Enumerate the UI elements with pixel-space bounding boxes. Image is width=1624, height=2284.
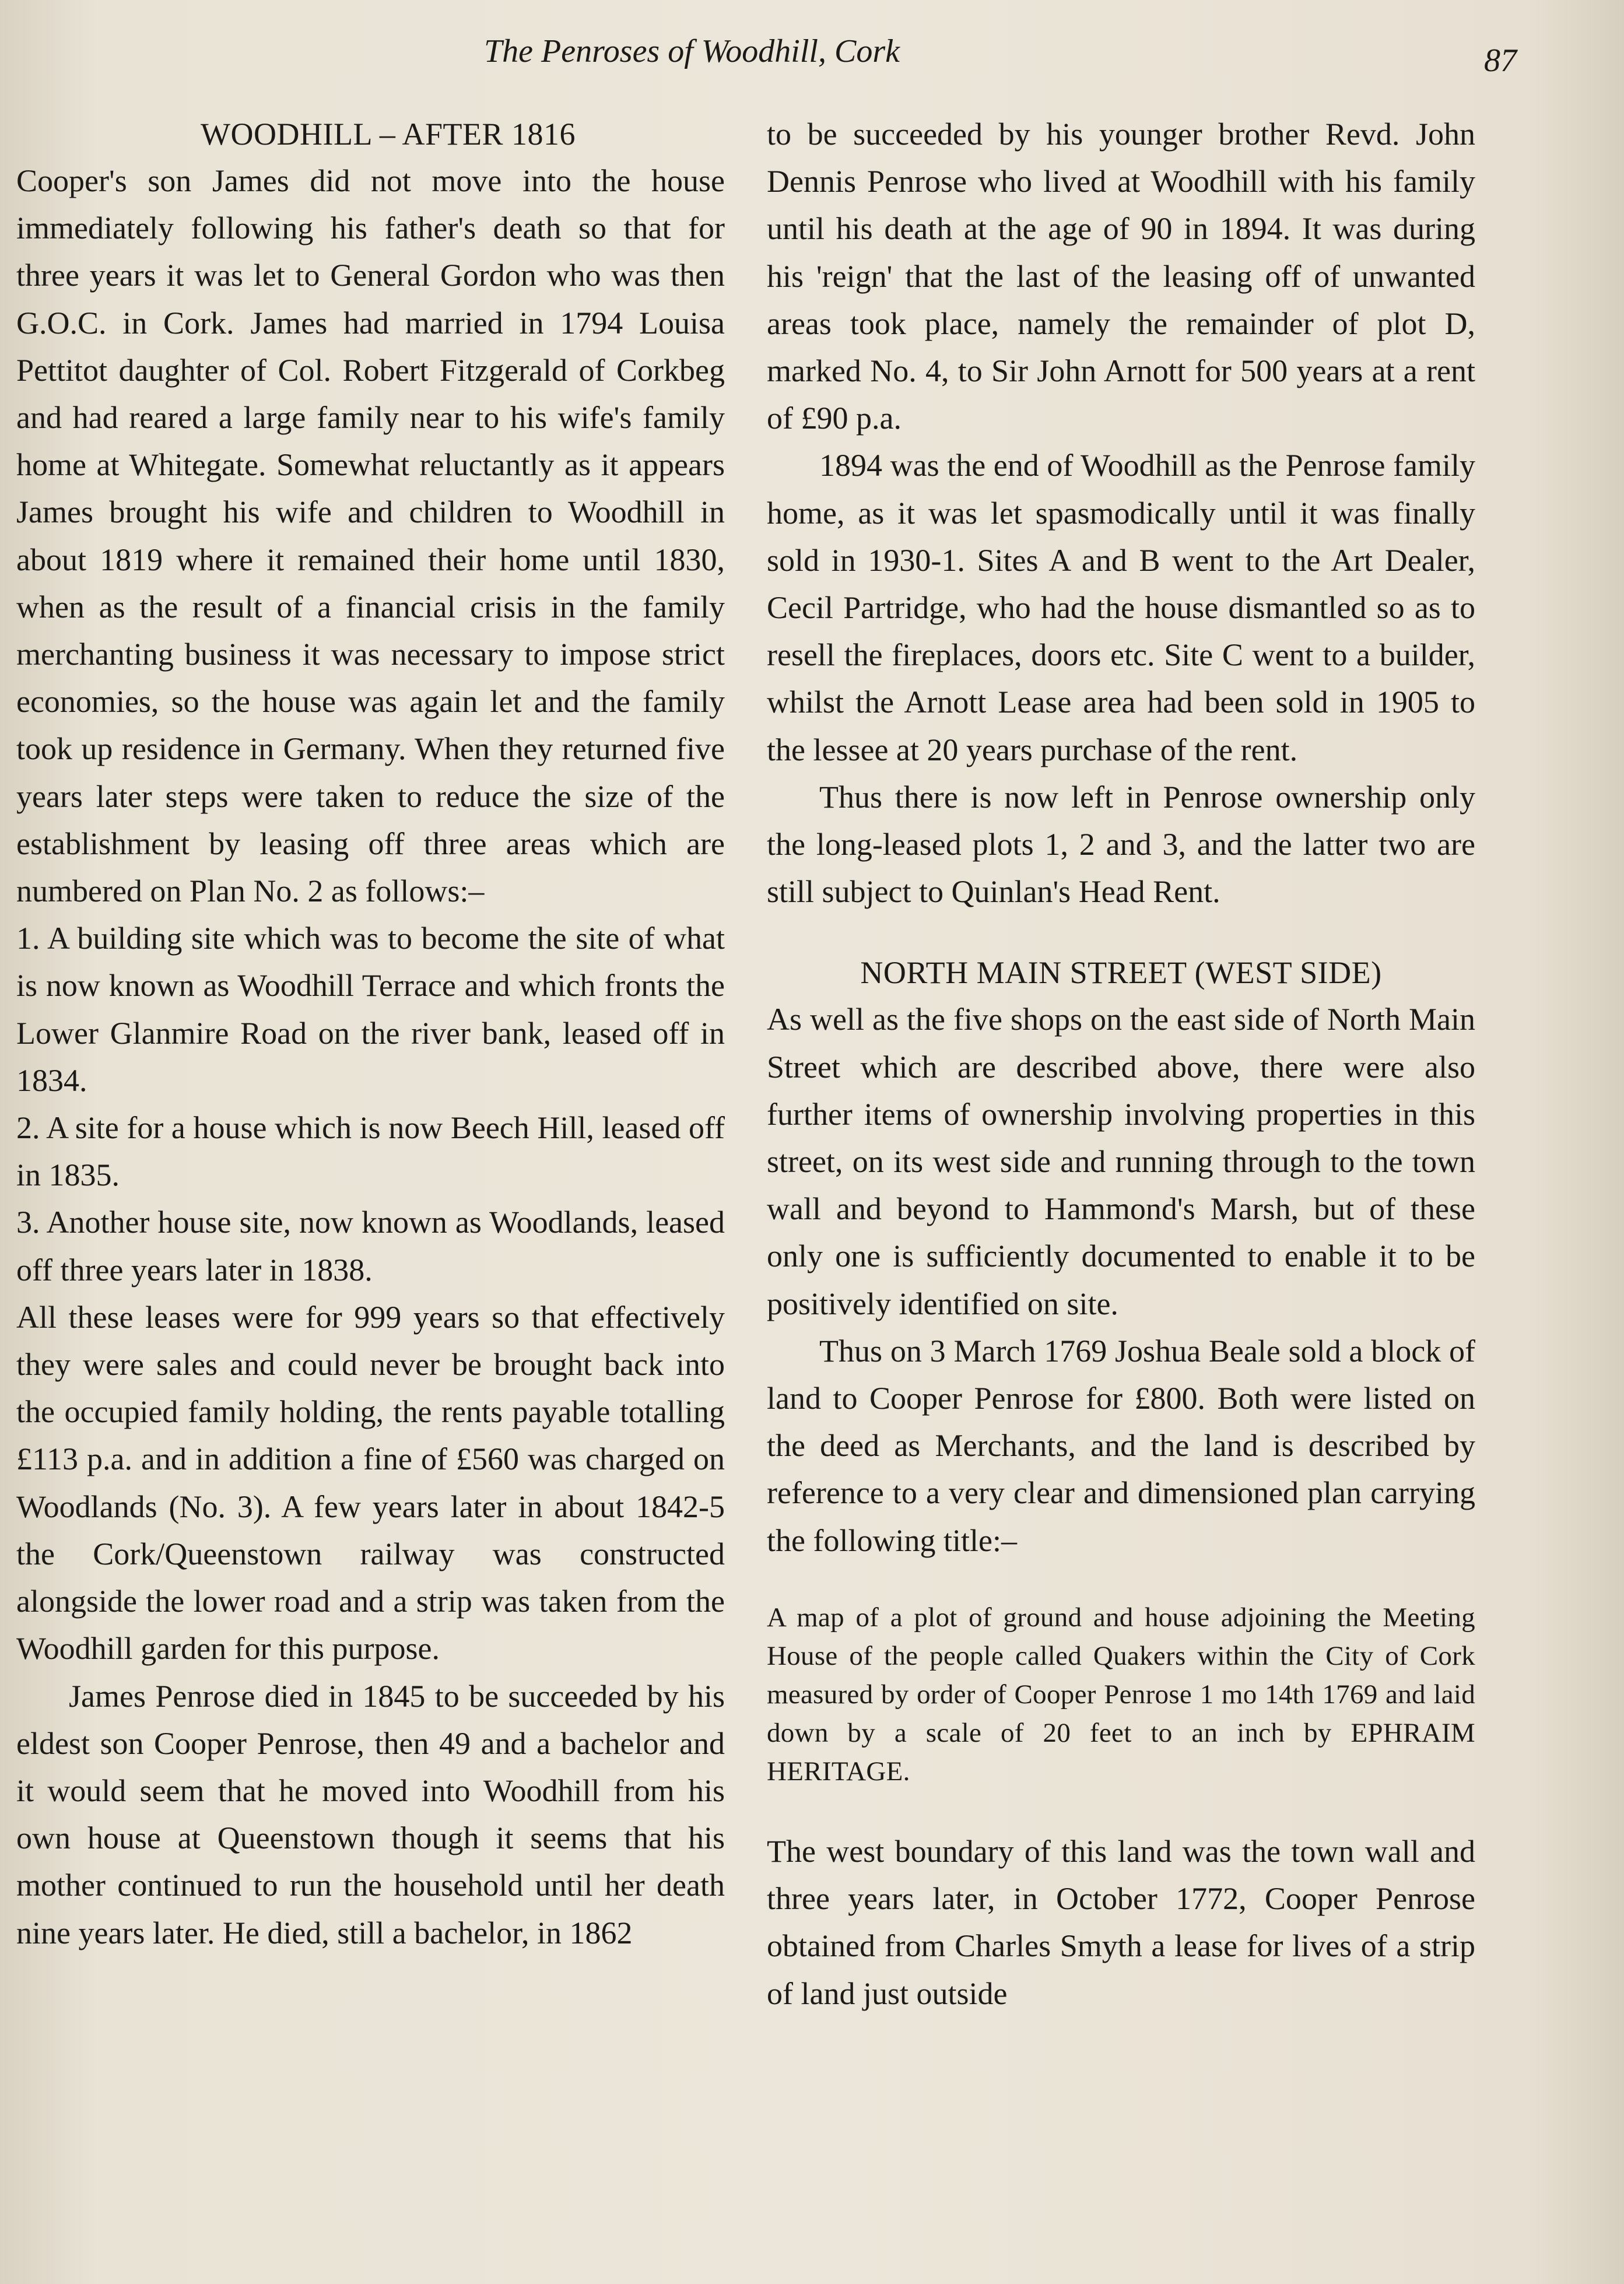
paragraph: Thus on 3 March 1769 Joshua Beale sold a block of land to Cooper Penrose for £800. Both were listed on the deed as Merchants, and the land is described by reference to a very clear and dimensioned plan carrying the following title:– [767, 1333, 1475, 1558]
paragraph: Cooper's son James did not move into the house immediately following his father's death so that for three years it was let to General Gordon who was then G.O.C. in Cork. James had married in 1794 Louisa Pettitot daughter of Col. Robert Fitzgerald of Corkbeg and had reared a large family near to his wife's family home at Whitegate. Somewhat reluctantly as it appears James brought his wife and children to Woodhill in about 1819 where it remained their home until 1830, when as the result of a financial crisis in the family merchanting business it was necessary to impose strict economies, so the house was again let and the family took up residence in Germany. When they returned five years later steps were taken to reduce the size of the establishment by leasing off three areas which are numbered on Plan No. 2 as follows:– [16, 163, 725, 909]
section-heading-north-main-street: NORTH MAIN STREET (WEST SIDE) [860, 955, 1382, 991]
paragraph: 1894 was the end of Woodhill as the Penrose family home, as it was let spasmodically until it was finally sold in 1930-1. Sites A and B went to the Art Dealer, Cecil Partridge, who had the house dismantled so as to resell the fireplaces, doors etc. Site C went to a builder, whilst the Arnott Lease area had been sold in 1905 to the lessee at 20 years purchase of the rent. [767, 448, 1475, 767]
section-heading-woodhill: WOODHILL – AFTER 1816 [201, 117, 576, 152]
paragraph: All these leases were for 999 years so that effectively they were sales and could never be brought back into the occupied family holding, the rents payable totalling £113 p.a. and in addition a fine of £560 was charged on Woodlands (No. 3). A few years later in about 1842-5 the Cork/Queenstown railway was constructed alongside the lower road and a strip was taken from the Woodhill garden for this purpose. [16, 1299, 725, 1666]
running-head [0, 28, 1624, 80]
right-column [767, 111, 1475, 2018]
paragraph: As well as the five shops on the east side of North Main Street which are described above, there were also further items of ownership involving properties in this street, on its west side and running through to the town wall and beyond to Hammond's Marsh, but of these only one is sufficiently documented to enable it to be positively identified on site. [767, 1002, 1475, 1321]
spacer [767, 915, 1475, 949]
paragraph: to be succeeded by his younger brother Revd. John Dennis Penrose who lived at Woodhill with his family until his death at the age of 90 in 1894. It was during his 'reign' that the last of the leasing off of unwanted areas took place, namely the remainder of plot D, marked No. 4, to Sir John Arnott for 500 years at a rent of £90 p.a. [767, 117, 1475, 436]
list-item: 1. A building site which was to become the site of what is now known as Woodhill Terrace and which fronts the Lower Glanmire Road on the river bank, leased off in 1834. [16, 921, 725, 1098]
left-column [16, 111, 725, 1957]
paragraph: Thus there is now left in Penrose ownership only the long-leased plots 1, 2 and 3, and the latter two are still subject to Quinlan's Head Rent. [767, 779, 1475, 910]
paragraph: The west boundary of this land was the town wall and three years later, in October 1772, Cooper Penrose obtained from Charles Smyth a lease for lives of a strip of land just outside [767, 1833, 1475, 2011]
running-title: The Penroses of Woodhill, Cork [484, 33, 900, 69]
list-item: 2. A site for a house which is now Beech Hill, leased off in 1835. [16, 1110, 725, 1193]
page-number: 87 [1484, 43, 1517, 79]
list-item: 3. Another house site, now known as Woodlands, leased off three years later in 1838. [16, 1205, 725, 1287]
block-quote: A map of a plot of ground and house adjoining the Meeting House of the people called Quakers within the City of Cork measured by order of Cooper Penrose 1 mo 14th 1769 and laid down by a scale of 20 feet to an inch by EPHRAIM HERITAGE. [767, 1602, 1475, 1787]
paragraph: James Penrose died in 1845 to be succeeded by his eldest son Cooper Penrose, then 49 and a bachelor and it would seem that he moved into Woodhill from his own house at Queenstown though it seems that his mother continued to run the household until her death nine years later. He died, still a bachelor, in 1862 [16, 1678, 725, 1950]
